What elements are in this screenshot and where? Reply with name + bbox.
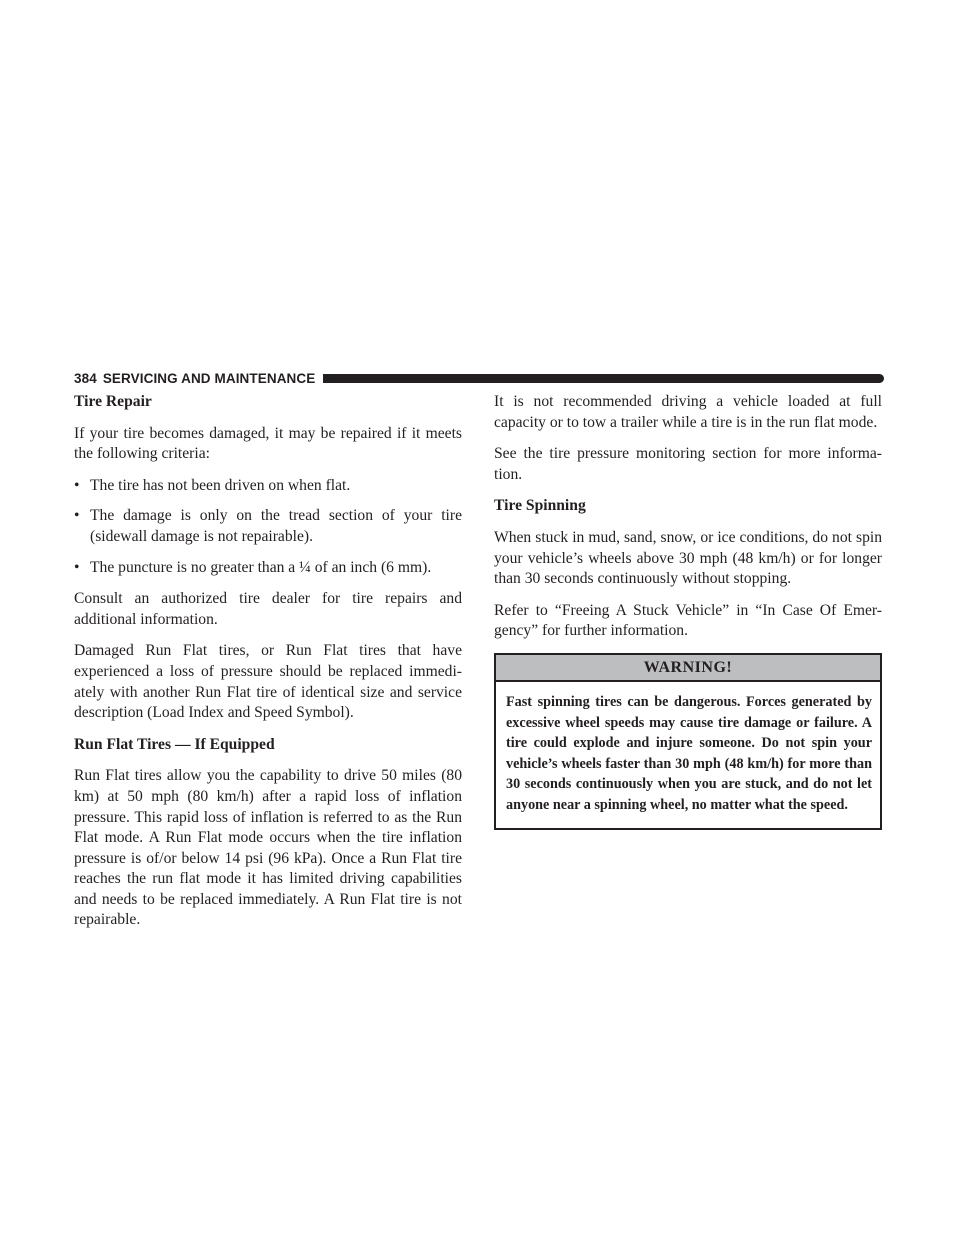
warning-body: Fast spinning tires can be dangerous. Forces generated by excessive wheel speeds may cause tire damage or failure. A tire could explode and injure someone. Do not spin your vehicle’s wheels faster than 30 mph (48 km/h) for more than 30 seconds continuously when you are stuck, and do not let anyone near a spinning wheel, no matter what the speed.	[506, 693, 872, 813]
section-title: SERVICING AND MAINTENANCE	[102, 370, 316, 386]
tire-repair-heading: Tire Repair	[74, 393, 152, 410]
not-recommended-paragraph: It is not recommended driving a vehicle loaded at full capacity or to tow a trailer while a tire is in the run flat mode.	[494, 393, 882, 431]
run-flat-heading: Run Flat Tires — If Equipped	[74, 735, 275, 753]
page-number: 384	[74, 370, 97, 386]
tire-repair-intro: If your tire becomes damaged, it may be repaired if it meets the following criteria:	[74, 424, 462, 463]
list-item: • The tire has not been driven on when flat.	[74, 476, 462, 497]
run-flat-paragraph: Run Flat tires allow you the capability to drive 50 miles (80 km) at 50 mph (80 km/h) after a rapid loss of inflation pressure. This rapid loss of inflation is referred to as the Run Flat mode. A Run Flat mode occurs when the tire inflation pressure is of/or below 14 psi (96 kPa). Once a Run Flat tire reaches the run flat mode it has limited driving capabilities and needs to be replaced immediately. A Run Flat tire is not repairable.	[74, 767, 462, 929]
warning-title: WARNING!	[496, 655, 880, 682]
tire-spinning-heading: Tire Spinning	[494, 497, 586, 515]
list-item: • The damage is only on the tread section of your tire (sidewall damage is not repairable).	[74, 506, 462, 547]
header-rule	[323, 374, 884, 383]
see-tpms-paragraph: See the tire pressure monitoring section for more informa-tion.	[494, 445, 882, 483]
damaged-run-flat-paragraph: Damaged Run Flat tires, or Run Flat tires that have experienced a loss of pressure should be replaced immedi-ately with another Run Flat tire of identical size and service description (Load Index and Speed Symbol).	[74, 642, 462, 722]
left-column	[74, 392, 462, 942]
page-header	[74, 370, 884, 386]
right-column	[494, 392, 882, 830]
warning-box	[494, 653, 882, 830]
repair-criteria-list	[74, 476, 462, 578]
refer-paragraph: Refer to “Freeing A Stuck Vehicle” in “In Case Of Emer-gency” for further information.	[494, 601, 882, 640]
list-item: • The puncture is no greater than a ¼ of an inch (6 mm).	[74, 558, 462, 579]
consult-paragraph: Consult an authorized tire dealer for tire repairs and additional information.	[74, 590, 462, 628]
tire-spinning-paragraph: When stuck in mud, sand, snow, or ice conditions, do not spin your vehicle’s wheels above 30 mph (48 km/h) or for longer than 30 seconds continuously without stopping.	[494, 528, 882, 588]
